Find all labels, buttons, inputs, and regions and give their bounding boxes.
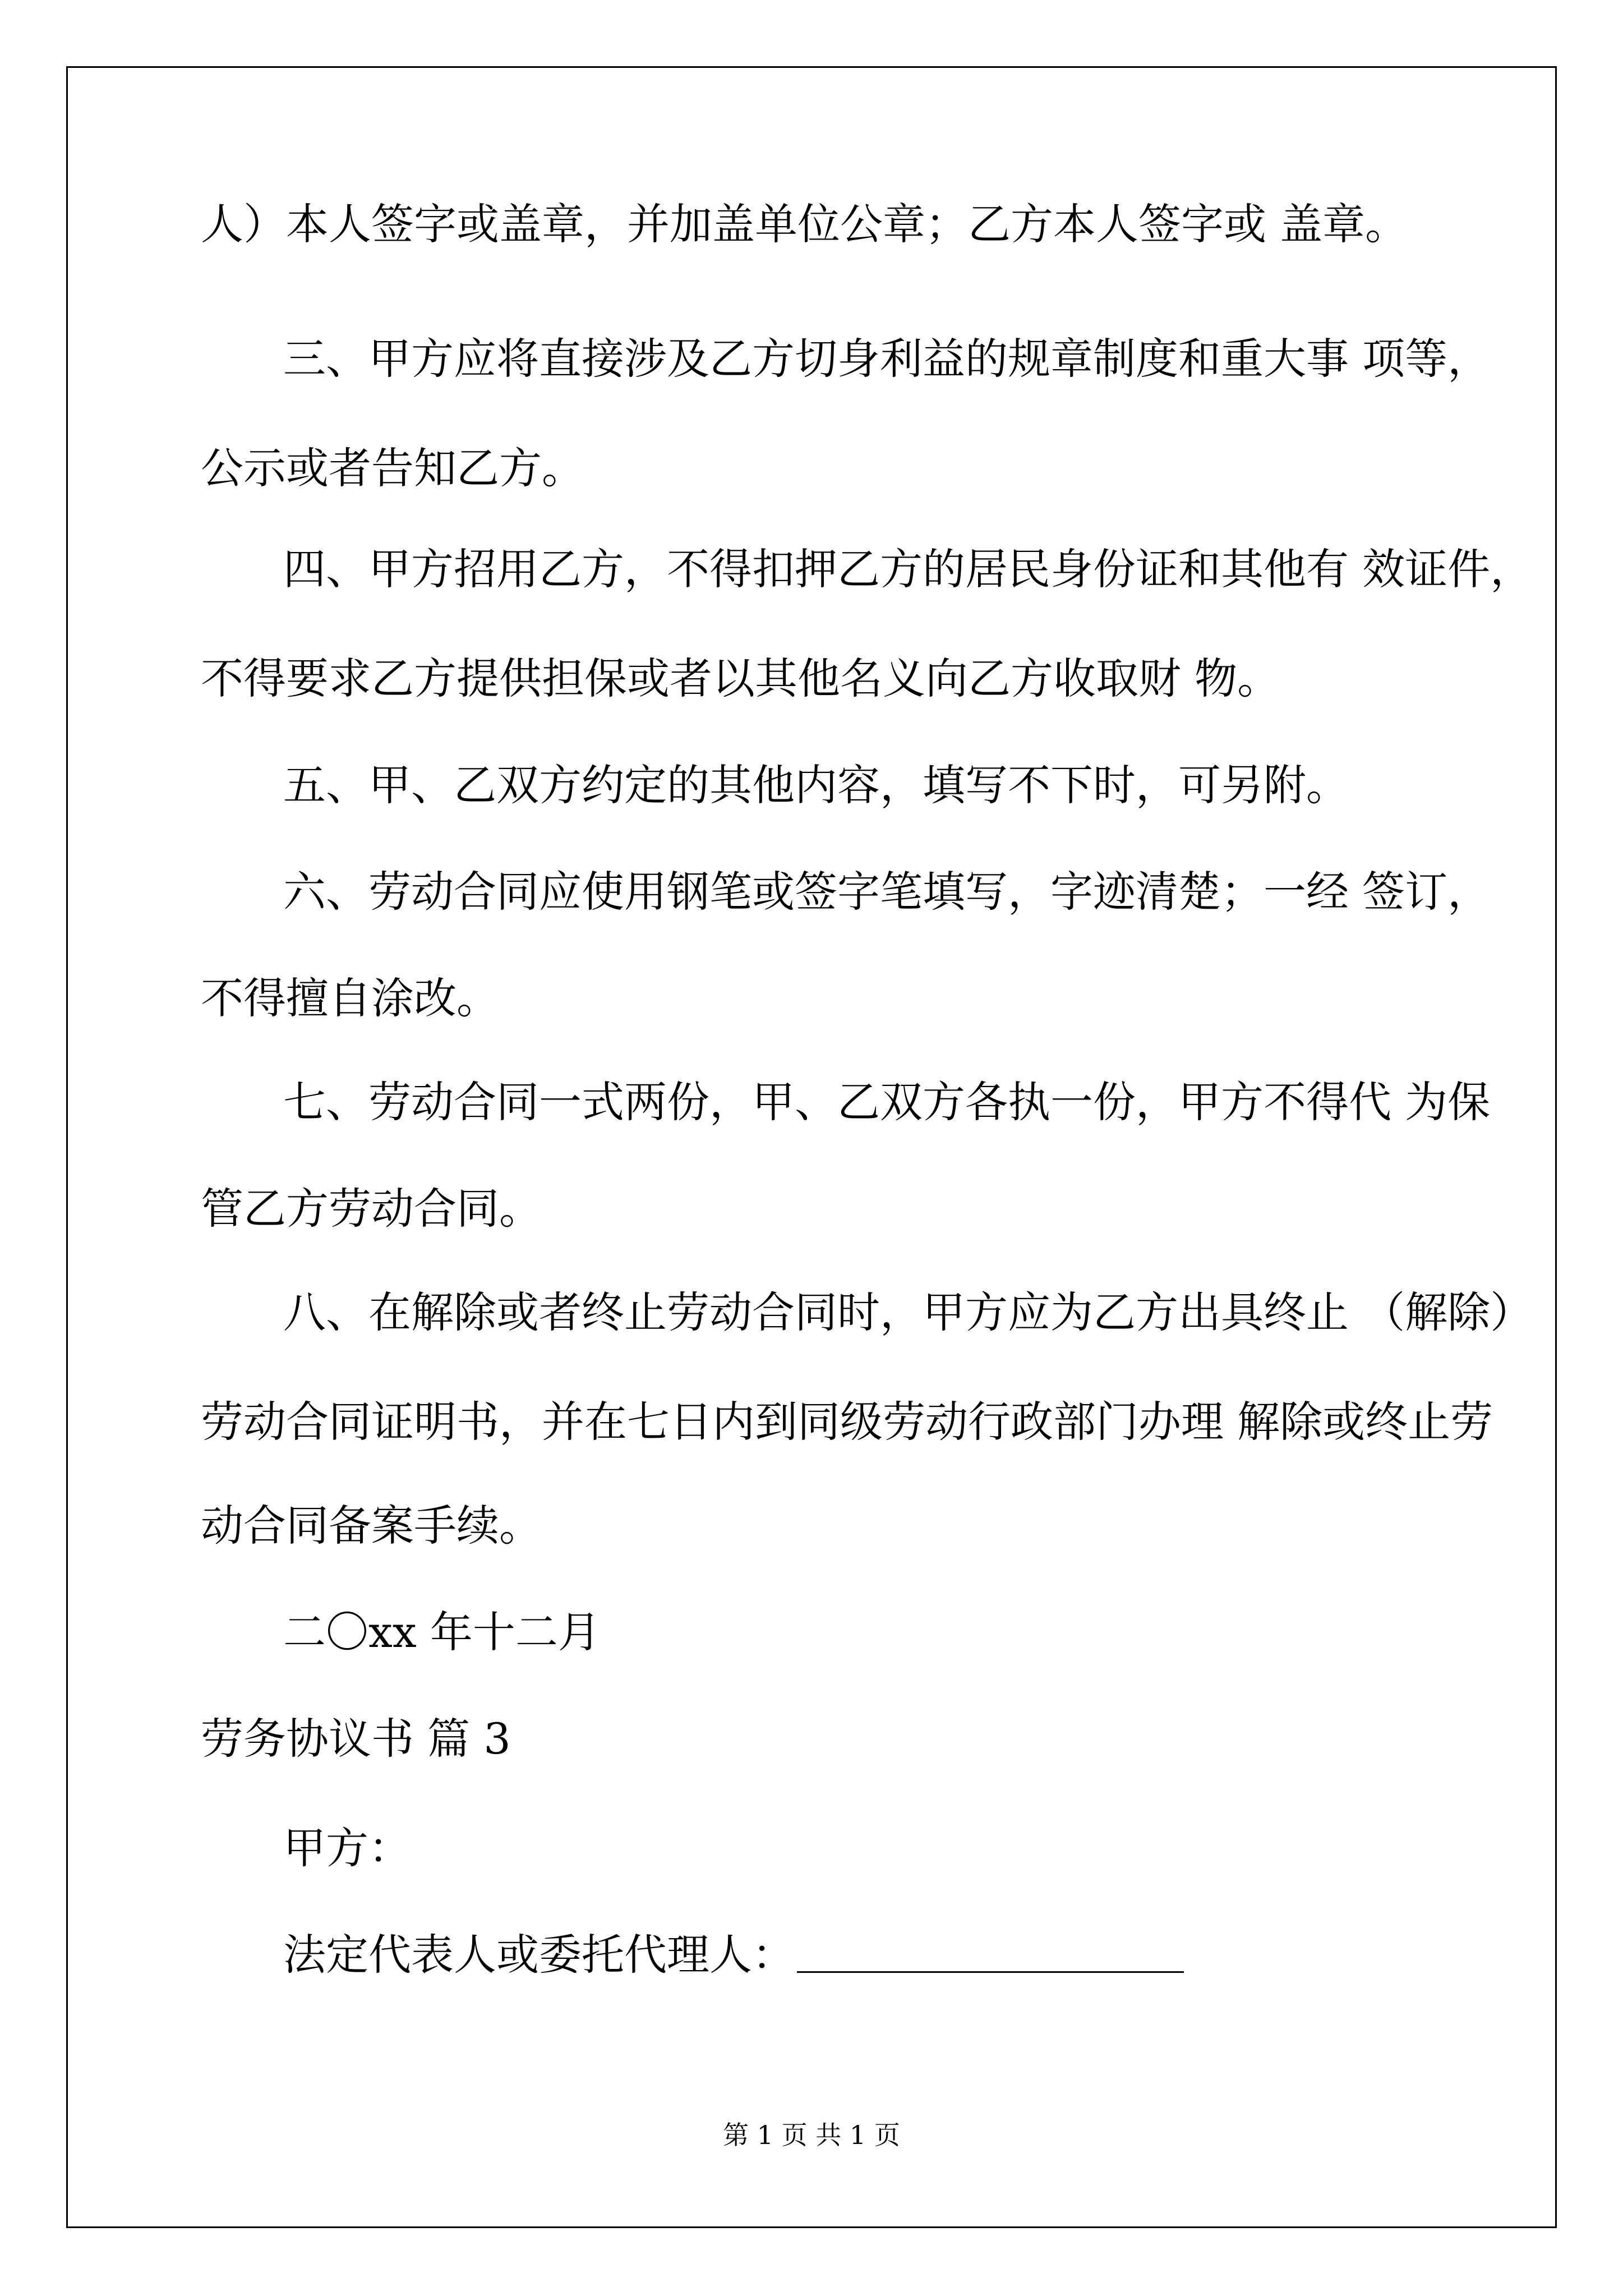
body-line-7: 六、劳动合同应使用钢笔或签字笔填写，字迹清楚；一经 签订， (283, 867, 1491, 917)
body-line-13: 动合同备案手续。 (201, 1501, 542, 1550)
body-line-9: 七、劳动合同一式两份，甲、乙双方各执一份，甲方不得代 为保 (283, 1077, 1491, 1127)
representative-blank[interactable] (797, 1971, 1184, 1973)
body-line-12: 劳动合同证明书，并在七日内到同级劳动行政部门办理 解除或终止劳 (201, 1397, 1493, 1447)
body-line-10: 管乙方劳动合同。 (201, 1184, 542, 1234)
page-footer: 第 1 页 共 1 页 (723, 2120, 900, 2150)
body-line-4: 四、甲方招用乙方，不得扣押乙方的居民身份证和其他有 效证件， (283, 544, 1533, 594)
section-heading: 劳务协议书 篇 3 (201, 1714, 511, 1764)
party-a-label: 甲方： (283, 1823, 411, 1873)
representative-label: 法定代表人或委托代理人： (283, 1930, 795, 1980)
body-line-1: 人）本人签字或盖章，并加盖单位公章；乙方本人签字或 盖章。 (201, 199, 1408, 249)
body-line-11: 八、在解除或者终止劳动合同时，甲方应为乙方出具终止 （解除） (283, 1287, 1533, 1337)
body-line-8: 不得擅自涂改。 (201, 973, 499, 1023)
body-line-6: 五、甲、乙双方约定的其他内容，填写不下时，可另附。 (283, 760, 1349, 810)
representative-line (283, 1930, 1184, 1980)
date-line: 二〇xx 年十二月 (283, 1607, 601, 1657)
body-line-2: 三、甲方应将直接涉及乙方切身利益的规章制度和重大事 项等， (283, 334, 1491, 384)
page-border (66, 66, 1557, 2228)
body-line-5: 不得要求乙方提供担保或者以其他名义向乙方收取财 物。 (201, 654, 1280, 703)
body-line-3: 公示或者告知乙方。 (201, 443, 584, 493)
